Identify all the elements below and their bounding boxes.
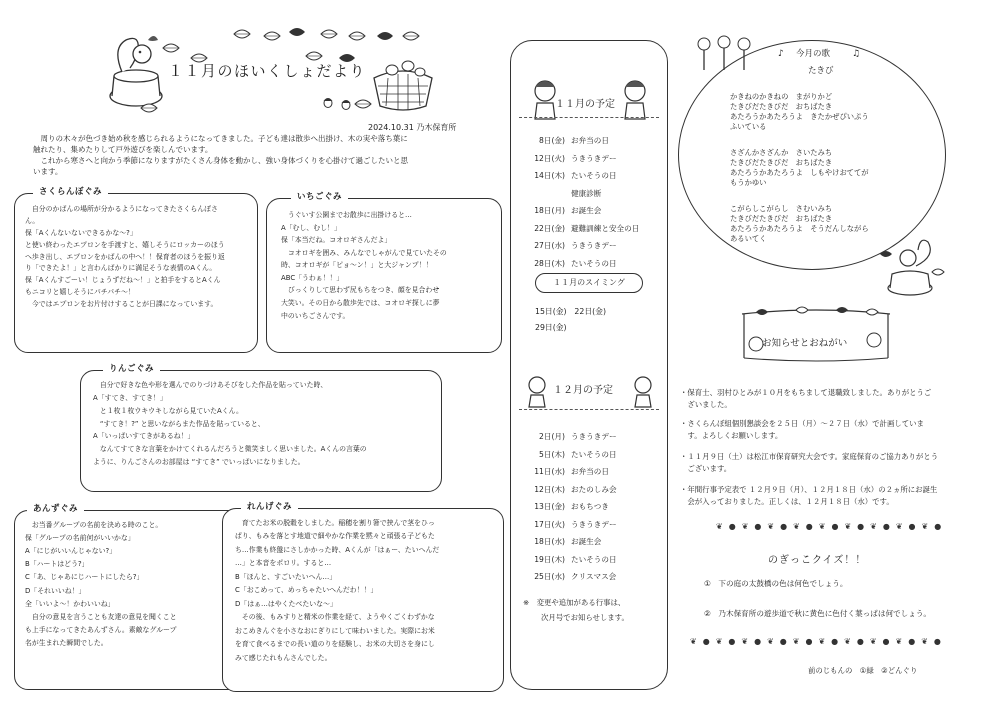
leaf-icon xyxy=(288,26,306,41)
section-title: いちごぐみ xyxy=(291,191,348,204)
schedule-event: たいそうの日 xyxy=(571,554,617,564)
divider xyxy=(519,117,659,118)
leaf-icon xyxy=(263,30,281,45)
section-title: れんげぐみ xyxy=(241,501,298,514)
ringo-section xyxy=(80,364,442,492)
music-note-icon: ♪ xyxy=(778,49,784,59)
section-title: りんごぐみ xyxy=(103,363,160,376)
section-body: 自分のかばんの場所が分かるようになってきたさくらんぼさ ん。 保「Aくんないないできるかな～?」 と使い終わったエプロンを手渡すと、嬉しそうにロッカーのほう へ歩き出し、エプロンをかばんの中へ！！保育者のほうを振り返 り「できたよ！」と言わんばかりに満足そうな表情のAくん。 保「Aくんすごーい！じょうずだね～！」と拍手をするとAくん もニコリと嬉しそうにパチパチ～！ 今ではエプロンをお片付けすることが日課になっています。 xyxy=(25,205,225,308)
schedule-date: 8日(金) xyxy=(539,136,565,145)
schedule-date: 28日(木) xyxy=(534,258,565,268)
schedule-row xyxy=(521,431,617,443)
schedule-event: お誕生会 xyxy=(571,206,602,215)
schedule-row xyxy=(521,484,617,496)
quiz-title: のぎっこクイズ！！ xyxy=(768,555,867,566)
schedule-event: うきうきデー xyxy=(571,153,617,163)
schedule-date: 13日(金) xyxy=(534,502,565,511)
schedule-date: 17日(火) xyxy=(534,519,565,529)
schedule-row xyxy=(521,536,601,548)
leaf-icon xyxy=(162,42,180,57)
schedule-row xyxy=(521,571,616,583)
schedule-row xyxy=(521,135,609,147)
swimming-title-box xyxy=(535,273,643,293)
notice-item: ・１１月９日（土）は松江市保育研究大会です。家庭保育のご協力ありがとう ございます。 xyxy=(680,452,939,473)
section-body: 自分で好きな色や形を選んでのりづけあそびをした作品を貼っていた時、 A「すてき、すてき！」 と１枚１枚ウキウキしながら見ていたAくん。 “すてき！?” と思いながらまた作品を貼っていると、 A「いっぱいすてきがあるね！」 なんてすてきな言葉をかけてくれるんだろうと微笑ましく思いました。Aくんの言葉の ように、りんごさんのお部屋は “すてき” でいっぱいになりました。 xyxy=(93,381,367,467)
schedule-event: うきうきデー xyxy=(571,241,617,250)
leaf-icon xyxy=(354,98,372,113)
song-name: たきび xyxy=(808,66,834,76)
previous-quiz-answers: 前のじもんの ①緑 ②どんぐり xyxy=(808,666,918,675)
schedule-date: 2日(月) xyxy=(539,432,565,441)
schedule-note-2: 次月号でお知らせします。 xyxy=(541,613,629,622)
schedule-row xyxy=(521,205,601,217)
schedule-row xyxy=(521,449,617,461)
schedule-row xyxy=(521,466,609,478)
notice-item: ・年間行事予定表で １２月９日（月）、１２月１８日（水）の２ヵ所にお誕生 会が入っておりました。正しくは、１２月１８日（水）です。 xyxy=(680,485,938,506)
swimming-dates-1: 15日(金) 22日(金) xyxy=(535,307,606,316)
leaf-icon xyxy=(376,30,394,45)
page-title: １１月のほいくしょだより xyxy=(168,62,367,80)
schedule-event: おたのしみ会 xyxy=(571,484,617,494)
leaf-icon xyxy=(320,28,338,43)
schedule-event: たいそうの日 xyxy=(571,171,617,180)
leaf-icon xyxy=(140,102,158,117)
schedule-event: うきうきデー xyxy=(571,432,617,441)
quiz-question-1: ① 下の庭の太鼓橋の色は何色でしょう。 xyxy=(704,579,848,588)
acorn-icon xyxy=(340,98,352,113)
music-note-icon: ♫ xyxy=(852,49,861,59)
schedule-date: 12日(木) xyxy=(534,484,565,494)
decorative-border: ❦ ● ❦ ● ❦ ● ❦ ● ❦ ● ❦ ● ❦ ● ❦ ● ❦ ● ❦ ● xyxy=(690,637,942,646)
leaf-icon xyxy=(348,30,366,45)
song-heading: 今月の歌 xyxy=(796,49,831,59)
anzu-section xyxy=(14,504,244,690)
decorative-border: ❦ ● ❦ ● ❦ ● ❦ ● ❦ ● ❦ ● ❦ ● ❦ ● ❦ ● xyxy=(716,522,943,531)
schedule-event: お弁当の日 xyxy=(571,136,609,145)
notices-title: お知らせとおねがい xyxy=(762,338,848,349)
song-verse-2: さざんかさざんか さいたみち たきびだたきびだ おちばたき あたろうかあたろうよ しもやけおててが もうかゆい xyxy=(730,148,869,188)
section-body: お当番グループの名前を決める時のこと。 保「グループの名前何がいいかな」 A「にじがいいんじゃない?」 B「ハートはどう?」 C「あ、じゃあにじハートにしたら?」 D「それいいね！」 全「いいよ～！かわいいね」 自分の意見を言うことも友達の意見を聞くこと も上手になってきたあんずさん。素敵なグループ 名が生まれた瞬間でした。 xyxy=(25,521,177,647)
ichigo-section xyxy=(266,192,502,353)
acorn-basket-illustration xyxy=(368,58,438,114)
notice-frame-illustration xyxy=(736,304,896,364)
notice-item: ・保育士、羽村ひとみが１０月をもちまして退職致しました。ありがとうご ざいました。 xyxy=(680,388,932,409)
schedule-event: お弁当の日 xyxy=(571,467,609,476)
schedule-date: 18日(月) xyxy=(534,206,565,215)
schedule-row xyxy=(521,258,617,270)
schedule-date: 27日(水) xyxy=(534,241,565,250)
schedule-event: クリスマス会 xyxy=(571,572,617,581)
notice-item: ・さくらんぼ組個別懇談会を２５日（月）～２７日（水）で計画していま す。よろしくお願いします。 xyxy=(680,419,924,440)
schedule-date: 11日(水) xyxy=(534,467,565,476)
divider xyxy=(519,409,659,410)
schedule-date: 5日(木) xyxy=(539,449,565,459)
schedule-date: 22日(金) xyxy=(534,223,565,233)
schedule-row xyxy=(521,153,617,165)
section-body: 育てたお米の脱穀をしました。稲穂を割り箸で挟んで茎をひっ ぱり、もみを落とす地道で細やかな作業を黙々と頑張る子どもた ち…作業も終盤にさしかかった時、Aくんが「はぁー、たいへんだ …」と本音をポロリ。すると… B「ほんと、すごいたいへん…」 C「おこめって、めっちゃたいへんだわ！！」 D「はぁ…はやくたべたいな～」 その後、もみすりと精米の作業を経て、ようやくごくわずかな おこめきんぐを小さなおにぎりにして味わいました。実際にお米 を育て食べるまでの長い道のりを経験し、お米の大切さを身にし みて感じたれもんさんでした。 xyxy=(235,519,440,662)
song-verse-3: こがらしこがらし さむいみち たきびだたきびだ おちばたき あたろうかあたろうよ そうだんしながら あるいてく xyxy=(730,204,869,244)
sakuranbo-section xyxy=(14,187,258,353)
schedule-row xyxy=(521,554,617,566)
section-title: さくらんぼぐみ xyxy=(33,186,108,199)
swimming-dates-2: 29日(金) xyxy=(535,323,567,332)
squirrel-illustration xyxy=(876,236,946,298)
section-title: あんずぐみ xyxy=(27,503,84,516)
squirrel-stump-illustration xyxy=(102,28,170,110)
schedule-date: 14日(木) xyxy=(534,171,565,180)
schedule-note-1: ※ 変更や追加がある行事は、 xyxy=(523,598,626,607)
december-schedule-title: １２月の予定 xyxy=(553,385,613,396)
schedule-date: 25日(水) xyxy=(534,572,565,581)
acorn-icon xyxy=(322,96,334,111)
section-body: うぐいす公園までお散歩に出掛けると… A「むし、むし！」 保「本当だね。コオロギさんだよ」 コオロギを囲み、みんなでしゃがんで見ていたその 時、コオロギが「ピョ～ン！」と大ジャンプ！！ ABC「うわぁ！！」 びっくりして思わず尻もちをつき、顔を見合わせ 大笑い。その日から散歩先では、コオロギ探しに夢 中のいちごさんです。 xyxy=(281,211,447,320)
schedule-date: 12日(火) xyxy=(534,153,565,163)
schedule-event: お誕生会 xyxy=(571,537,602,546)
november-schedule-title: １１月の予定 xyxy=(555,99,615,110)
schedule-event: たいそうの日 xyxy=(571,258,617,268)
issue-date: 2024.10.31 乃木保育所 xyxy=(368,123,457,132)
schedule-row xyxy=(521,223,639,235)
schedule-row xyxy=(521,240,617,252)
schedule-date: 19日(木) xyxy=(534,554,565,564)
song-verse-1: かきねのかきねの まがりかど たきびだたきびだ おちばたき あたろうかあたろうよ きたかぜぴいぷう ふいている xyxy=(730,92,869,132)
schedule-date: 18日(水) xyxy=(534,537,565,546)
schedule-panel xyxy=(510,40,668,690)
schedule-event: 避難訓練と安全の日 xyxy=(571,223,640,233)
leaf-icon xyxy=(402,30,420,45)
schedule-row xyxy=(521,519,617,531)
quiz-question-2: ② 乃木保育所の遊歩道で秋に黄色に色付く葉っぱは何でしょう。 xyxy=(704,609,932,618)
swimming-title: １１月のスイミング xyxy=(553,278,625,287)
schedule-event: うきうきデー xyxy=(571,519,617,529)
schedule-event: おもちつき xyxy=(571,502,609,511)
intro-text: 周りの木々が色づき始め秋を感じられるようになってきました。子ども達は散歩へ出掛け、木の実や落ち葉に 触れたり、集めたりして戸外遊びを楽しんでいます。 これから寒さへと向かう季節になりますがたくさん身体を動かし、強い身体づくりを心掛けて過ごしたいと思 います。 xyxy=(33,134,408,176)
leaf-icon xyxy=(233,28,251,43)
schedule-event: たいそうの日 xyxy=(571,449,617,459)
schedule-row xyxy=(521,188,601,200)
insect-band-illustration xyxy=(690,30,770,80)
renge-section xyxy=(222,502,504,692)
schedule-row xyxy=(521,170,617,182)
schedule-event: 健康診断 xyxy=(571,188,602,198)
schedule-row xyxy=(521,501,609,513)
